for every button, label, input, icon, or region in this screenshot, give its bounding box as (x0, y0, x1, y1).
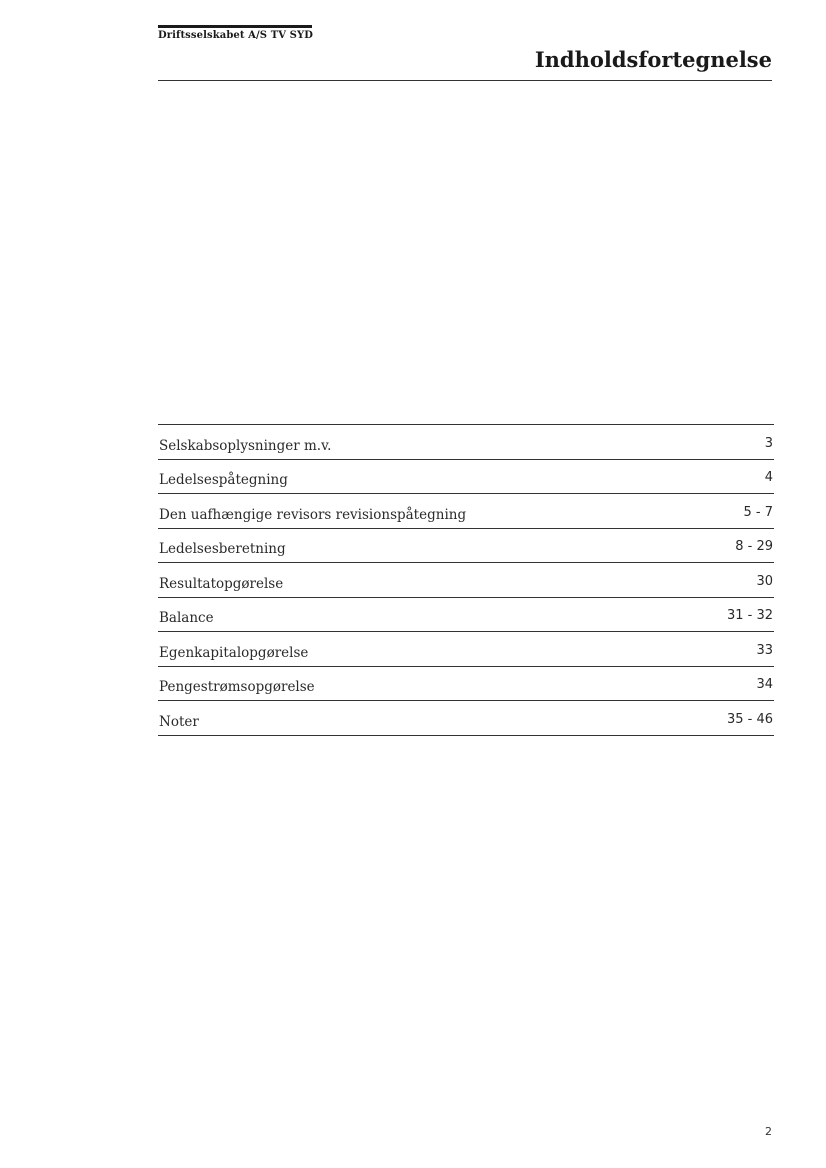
company-name: Driftsselskabet A/S TV SYD (158, 30, 314, 41)
toc-item-page: 4 (764, 470, 773, 485)
toc-item-title: Balance (159, 610, 214, 626)
title-divider (158, 80, 772, 81)
toc-item-page: 30 (756, 573, 773, 589)
toc-item-noter (158, 701, 774, 736)
toc-item-page: 31 - 32 (726, 608, 773, 623)
toc-item-balance (158, 598, 774, 633)
toc-item-title: Pengestrømsopgørelse (159, 679, 315, 695)
toc-item-page: 35 - 46 (726, 711, 773, 727)
page-number: 2 (765, 1125, 772, 1138)
toc-item-title: Resultatopgørelse (159, 575, 284, 592)
toc-item-title: Ledelsesberetning (159, 541, 286, 557)
table-of-contents (158, 424, 774, 736)
toc-item-title: Noter (159, 713, 199, 730)
company-rule (158, 25, 312, 28)
toc-item-title: Den uafhængige revisors revisionspåtegning (159, 506, 467, 523)
toc-item-resultatopgorelse (158, 563, 774, 598)
toc-item-page: 5 - 7 (743, 504, 773, 520)
toc-item-title: Selskabsoplysninger m.v. (159, 437, 332, 454)
toc-item-selskabsoplysninger (158, 425, 774, 460)
toc-item-page: 34 (756, 677, 773, 692)
page-title: Indholdsfortegnelse (534, 47, 772, 72)
toc-item-revisionspategning (158, 494, 774, 529)
toc-item-page: 8 - 29 (735, 539, 773, 554)
toc-item-title: Egenkapitalopgørelse (159, 644, 309, 661)
toc-item-page: 33 (756, 642, 773, 658)
toc-item-page: 3 (764, 435, 773, 451)
toc-item-ledelsesberetning (158, 529, 774, 564)
toc-item-egenkapitalopgorelse (158, 632, 774, 667)
toc-item-ledelsespategning (158, 460, 774, 495)
toc-item-pengestromsopgorelse (158, 667, 774, 702)
toc-item-title: Ledelsespåtegning (159, 472, 288, 488)
